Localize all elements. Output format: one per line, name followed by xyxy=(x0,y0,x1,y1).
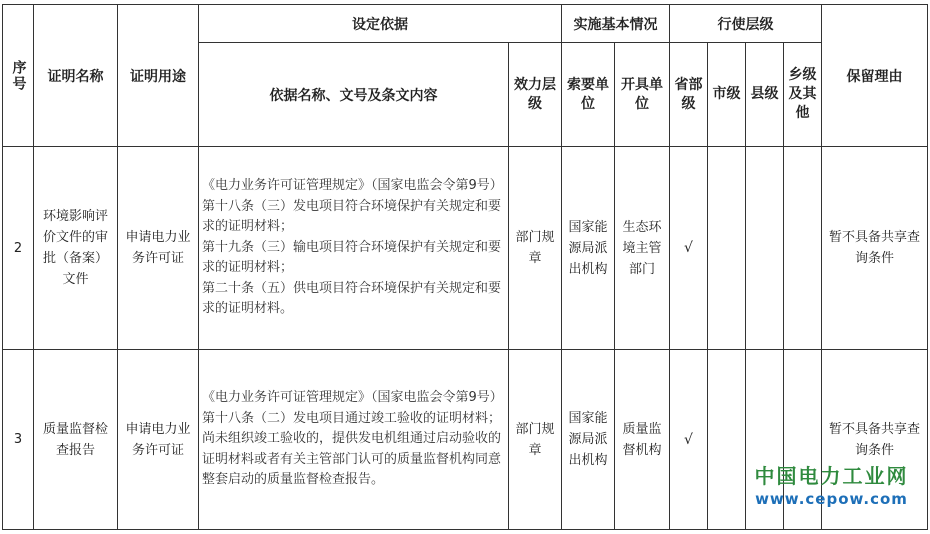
table-row xyxy=(3,350,928,530)
row-basis-content xyxy=(199,350,509,530)
row-reason: 暂不具备共享查询条件 xyxy=(822,350,928,530)
row-cert-name: 质量监督检查报告 xyxy=(34,350,118,530)
row-township xyxy=(784,147,822,350)
header-effect-level: 效力层级 xyxy=(509,43,562,147)
certificate-table xyxy=(2,4,928,530)
row-effect-level: 部门规章 xyxy=(509,350,562,530)
header-impl-group: 实施基本情况 xyxy=(562,5,670,43)
row-city xyxy=(708,350,746,530)
watermark-site-name: 中国电力工业网 xyxy=(754,464,909,488)
header-reason: 保留理由 xyxy=(822,5,928,147)
row-cert-use: 申请电力业务许可证 xyxy=(118,350,199,530)
header-issue-unit: 开具单位 xyxy=(615,43,670,147)
row-cert-use: 申请电力业务许可证 xyxy=(118,147,199,350)
table-row xyxy=(3,147,928,350)
basis-line: 第二十条（五）供电项目符合环境保护有关规定和要求的证明材料。 xyxy=(202,280,502,317)
header-provincial: 省部级 xyxy=(670,43,708,147)
header-cert-name: 证明名称 xyxy=(34,5,118,147)
basis-line: 第十八条（二）发电项目通过竣工验收的证明材料；尚未组织竣工验收的，提供发电机组通过启动验收的证明材料或者有关主管部门认可的质量监督机构同意整套启动的质量监督检查报告。 xyxy=(202,410,502,488)
row-basis-content xyxy=(199,147,509,350)
row-effect-level: 部门规章 xyxy=(509,147,562,350)
header-basis-content: 依据名称、文号及条文内容 xyxy=(199,43,509,147)
header-county: 县级 xyxy=(746,43,784,147)
row-issue-unit: 生态环境主管部门 xyxy=(615,147,670,350)
row-township xyxy=(784,350,822,530)
basis-line: 第十八条（三）发电项目符合环境保护有关规定和要求的证明材料； xyxy=(202,198,502,235)
row-request-unit: 国家能源局派出机构 xyxy=(562,350,615,530)
basis-line: 《电力业务许可证管理规定》（国家电监会令第9号） xyxy=(202,390,503,406)
row-provincial-check: √ xyxy=(670,350,708,530)
header-cert-use: 证明用途 xyxy=(118,5,199,147)
header-city: 市级 xyxy=(708,43,746,147)
row-county xyxy=(746,147,784,350)
basis-line: 第十九条（三）输电项目符合环境保护有关规定和要求的证明材料； xyxy=(202,239,502,276)
row-seq: 3 xyxy=(3,350,34,530)
row-county xyxy=(746,350,784,530)
header-request-unit: 索要单位 xyxy=(562,43,615,147)
row-provincial-check: √ xyxy=(670,147,708,350)
header-exercise-group: 行使层级 xyxy=(670,5,822,43)
row-seq: 2 xyxy=(3,147,34,350)
watermark-site-url: www.cepow.com xyxy=(755,490,908,508)
header-township: 乡级及其他 xyxy=(784,43,822,147)
row-cert-name: 环境影响评价文件的审批（备案）文件 xyxy=(34,147,118,350)
row-city xyxy=(708,147,746,350)
row-reason: 暂不具备共享查询条件 xyxy=(822,147,928,350)
basis-line: 《电力业务许可证管理规定》（国家电监会令第9号） xyxy=(202,178,503,194)
header-basis-group: 设定依据 xyxy=(199,5,562,43)
header-seq: 序号 xyxy=(3,5,34,147)
header-row-top xyxy=(3,5,928,43)
row-request-unit: 国家能源局派出机构 xyxy=(562,147,615,350)
row-issue-unit: 质量监督机构 xyxy=(615,350,670,530)
